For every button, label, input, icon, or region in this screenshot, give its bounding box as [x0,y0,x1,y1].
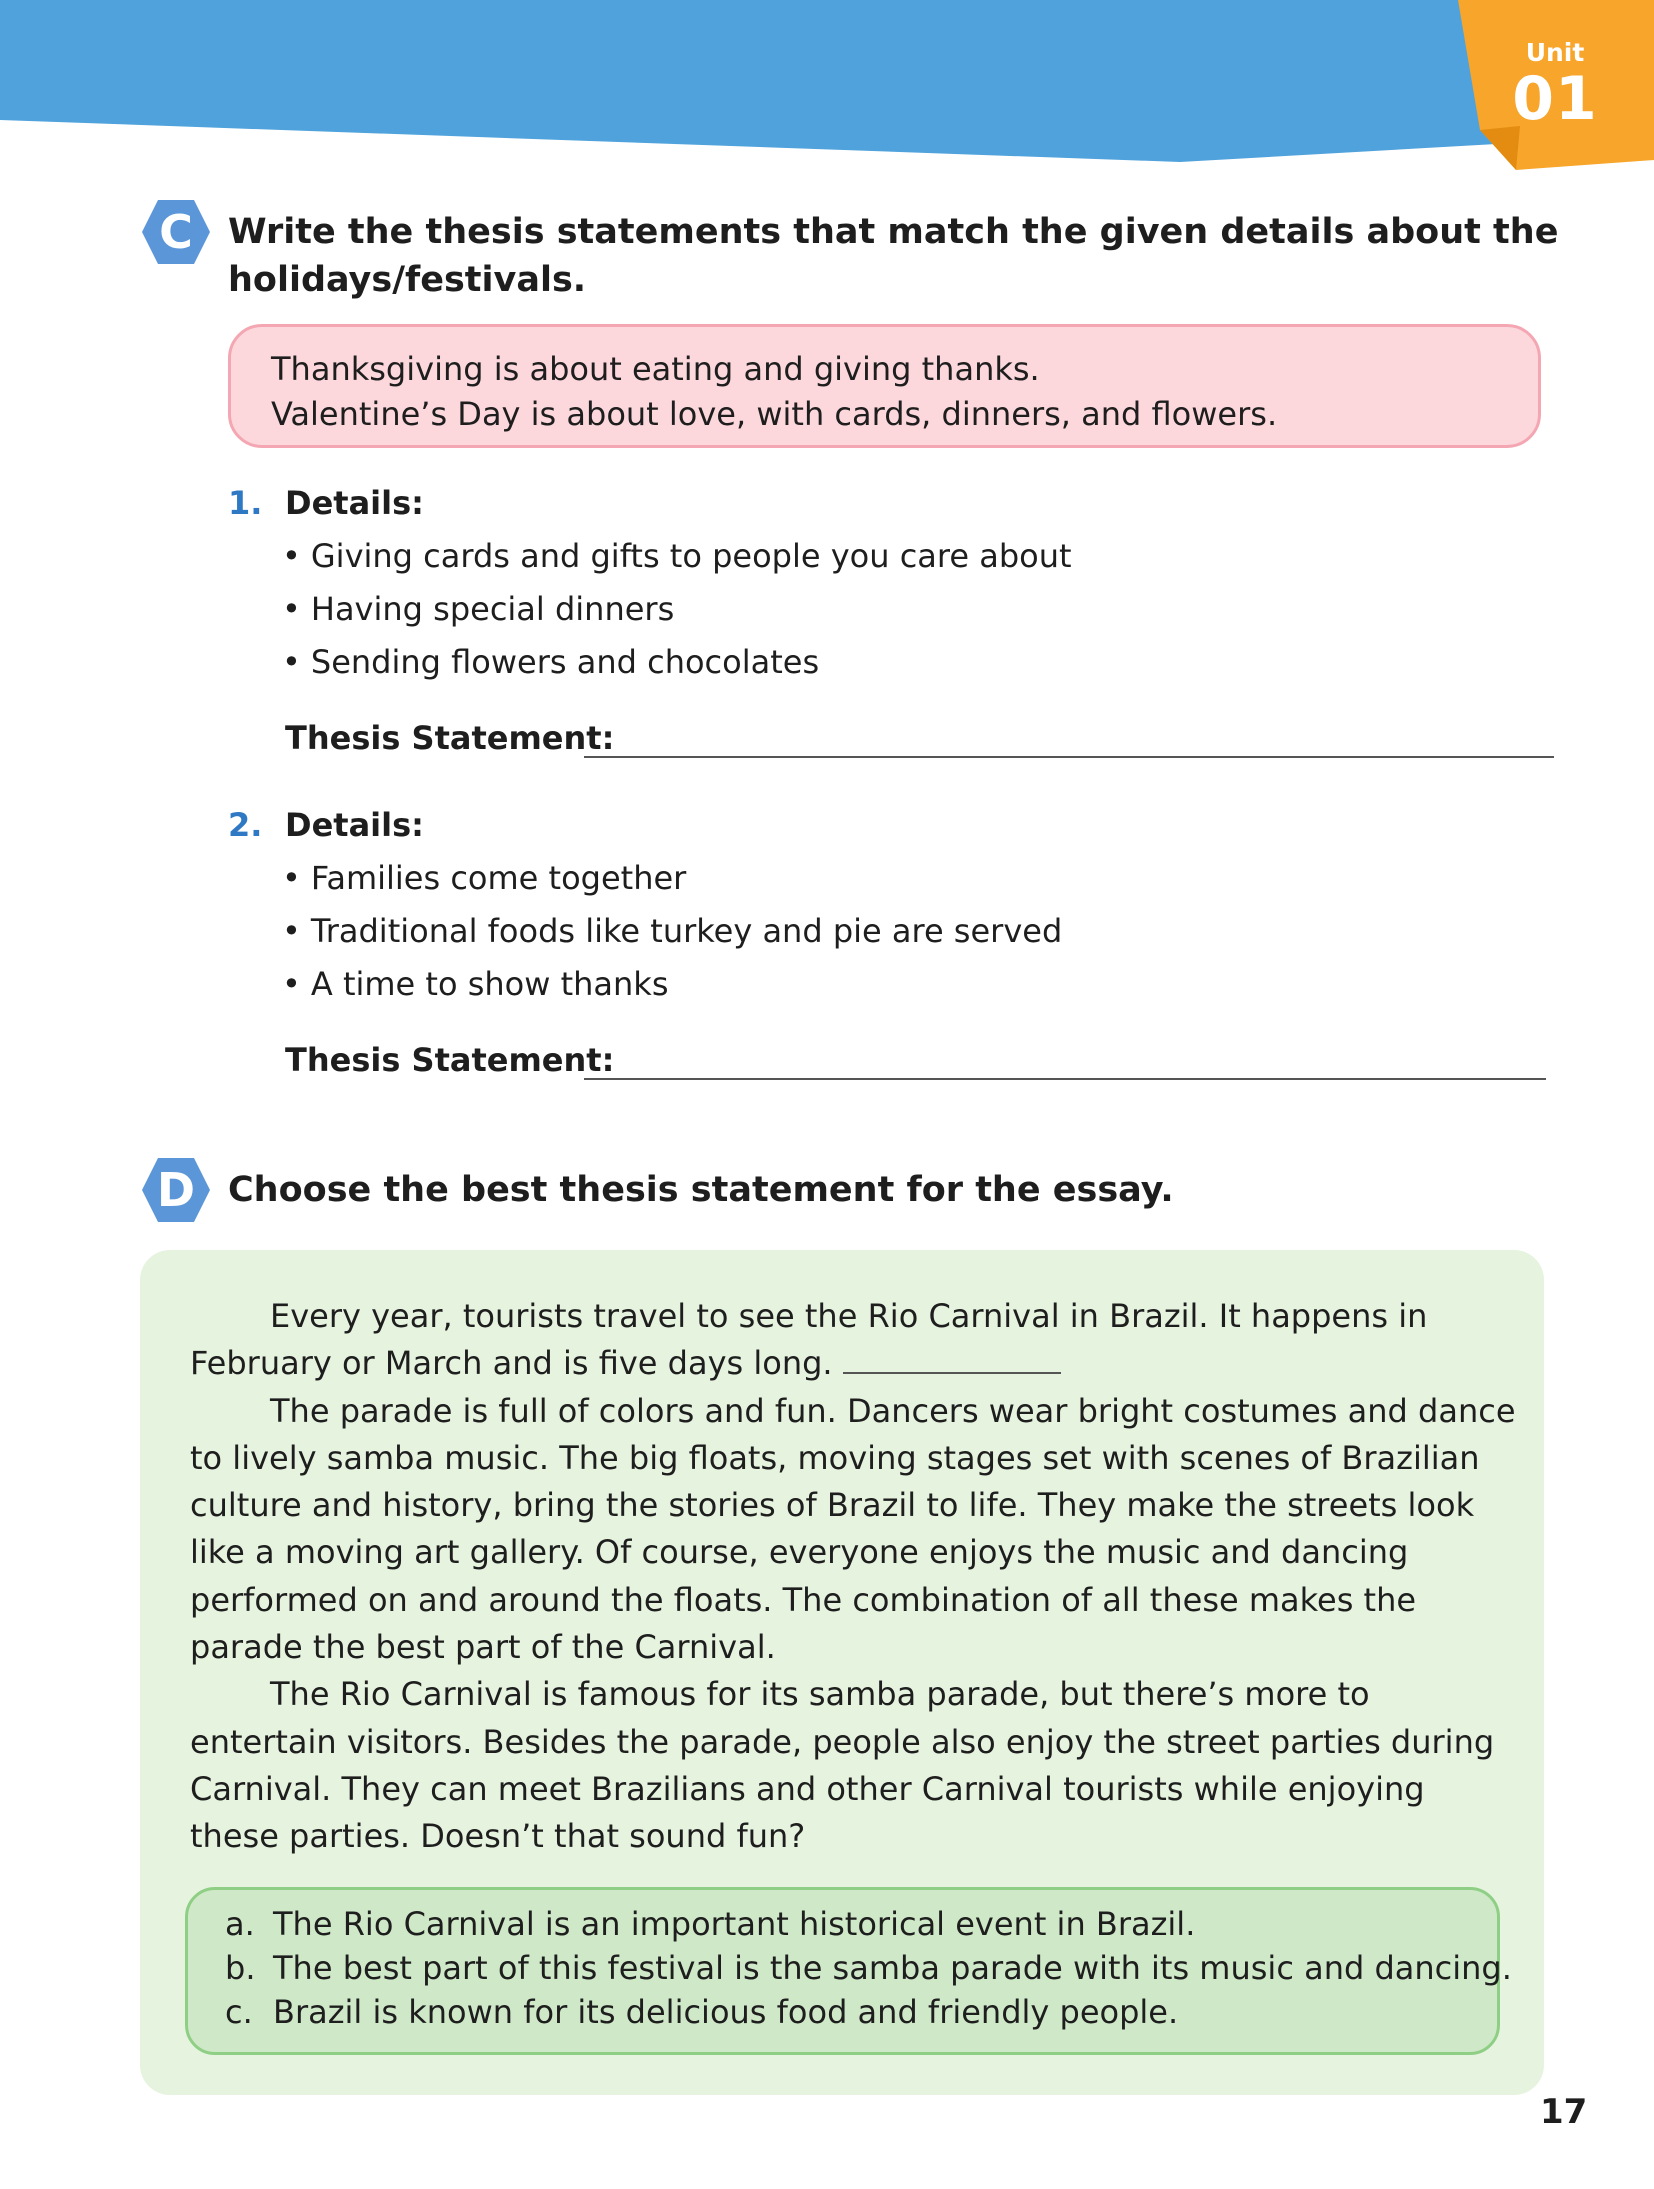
option-b[interactable] [225,1949,1512,1987]
option-a-letter: a. [225,1905,255,1943]
option-b-letter: b. [225,1949,256,1987]
option-c-text: Brazil is known for its delicious food and friendly people. [273,1993,1179,2031]
unit-label: Unit [1525,38,1585,67]
option-b-text: The best part of this festival is the samba parade with its music and dancing. [273,1949,1512,1987]
option-c-letter: c. [225,1993,253,2031]
essay-text [190,1293,1520,1861]
header-banner [0,0,1654,170]
option-a-text: The Rio Carnival is an important historical event in Brazil. [273,1905,1196,1943]
item-1-thesis-label: Thesis Statement: [285,719,615,757]
item-2-bullet: • Traditional foods like turkey and pie are served [282,912,1062,950]
section-d-letter: D [156,1163,196,1217]
option-c[interactable] [225,1993,1178,2031]
item-1-answer-line[interactable] [584,756,1554,758]
example-thesis-1: Thanksgiving is about eating and giving thanks. [271,350,1040,388]
essay-paragraph: The parade is full of colors and fun. Dancers wear bright costumes and dance to lively samba music. The big floats, moving stages set with scenes of Brazilian culture and history, bring the stories of Brazil to life. They make the streets look like a moving art gallery. Of course, everyone enjoys the music and dancing performed on and around the floats. The combination of all these makes the parade the best part of the Carnival. [190,1391,1516,1667]
item-1-bullet: • Having special dinners [282,590,674,628]
item-1-details-label: Details: [285,484,424,522]
item-2-number: 2. [228,806,263,844]
essay-paragraph: The Rio Carnival is famous for its samba parade, but there’s more to entertain visitors. Besides the parade, people also enjoy the street parties during Carnival. They can meet Brazilians and other Carnival tourists while enjoying these parties. Doesn’t that sound fun? [190,1675,1495,1856]
item-2-bullet: • Families come together [282,859,686,897]
essay-paragraph [190,1293,1520,1388]
section-d-title: Choose the best thesis statement for the essay. [228,1170,1174,1210]
item-1-bullet: • Giving cards and gifts to people you care about [282,537,1072,575]
item-2-answer-line[interactable] [584,1078,1546,1080]
item-1-bullet: • Sending flowers and chocolates [282,643,819,681]
essay-paragraph-1-text: Every year, tourists travel to see the Rio Carnival in Brazil. It happens in February or March and is five days long. [190,1297,1428,1383]
unit-number: 01 [1512,64,1598,134]
item-2-details-label: Details: [285,806,424,844]
example-thesis-box [228,324,1541,448]
option-a[interactable] [225,1905,1195,1943]
section-c-title-line2: holidays/festivals. [228,260,587,300]
item-1-number: 1. [228,484,263,522]
page-number: 17 [1540,2092,1588,2132]
section-c-letter: C [159,205,193,259]
item-2-bullet: • A time to show thanks [282,965,669,1003]
example-thesis-2: Valentine’s Day is about love, with cards, dinners, and flowers. [271,395,1278,433]
section-c-title-line1: Write the thesis statements that match the given details about the [228,212,1559,252]
item-2-thesis-label: Thesis Statement: [285,1041,615,1079]
thesis-blank[interactable] [843,1342,1061,1374]
